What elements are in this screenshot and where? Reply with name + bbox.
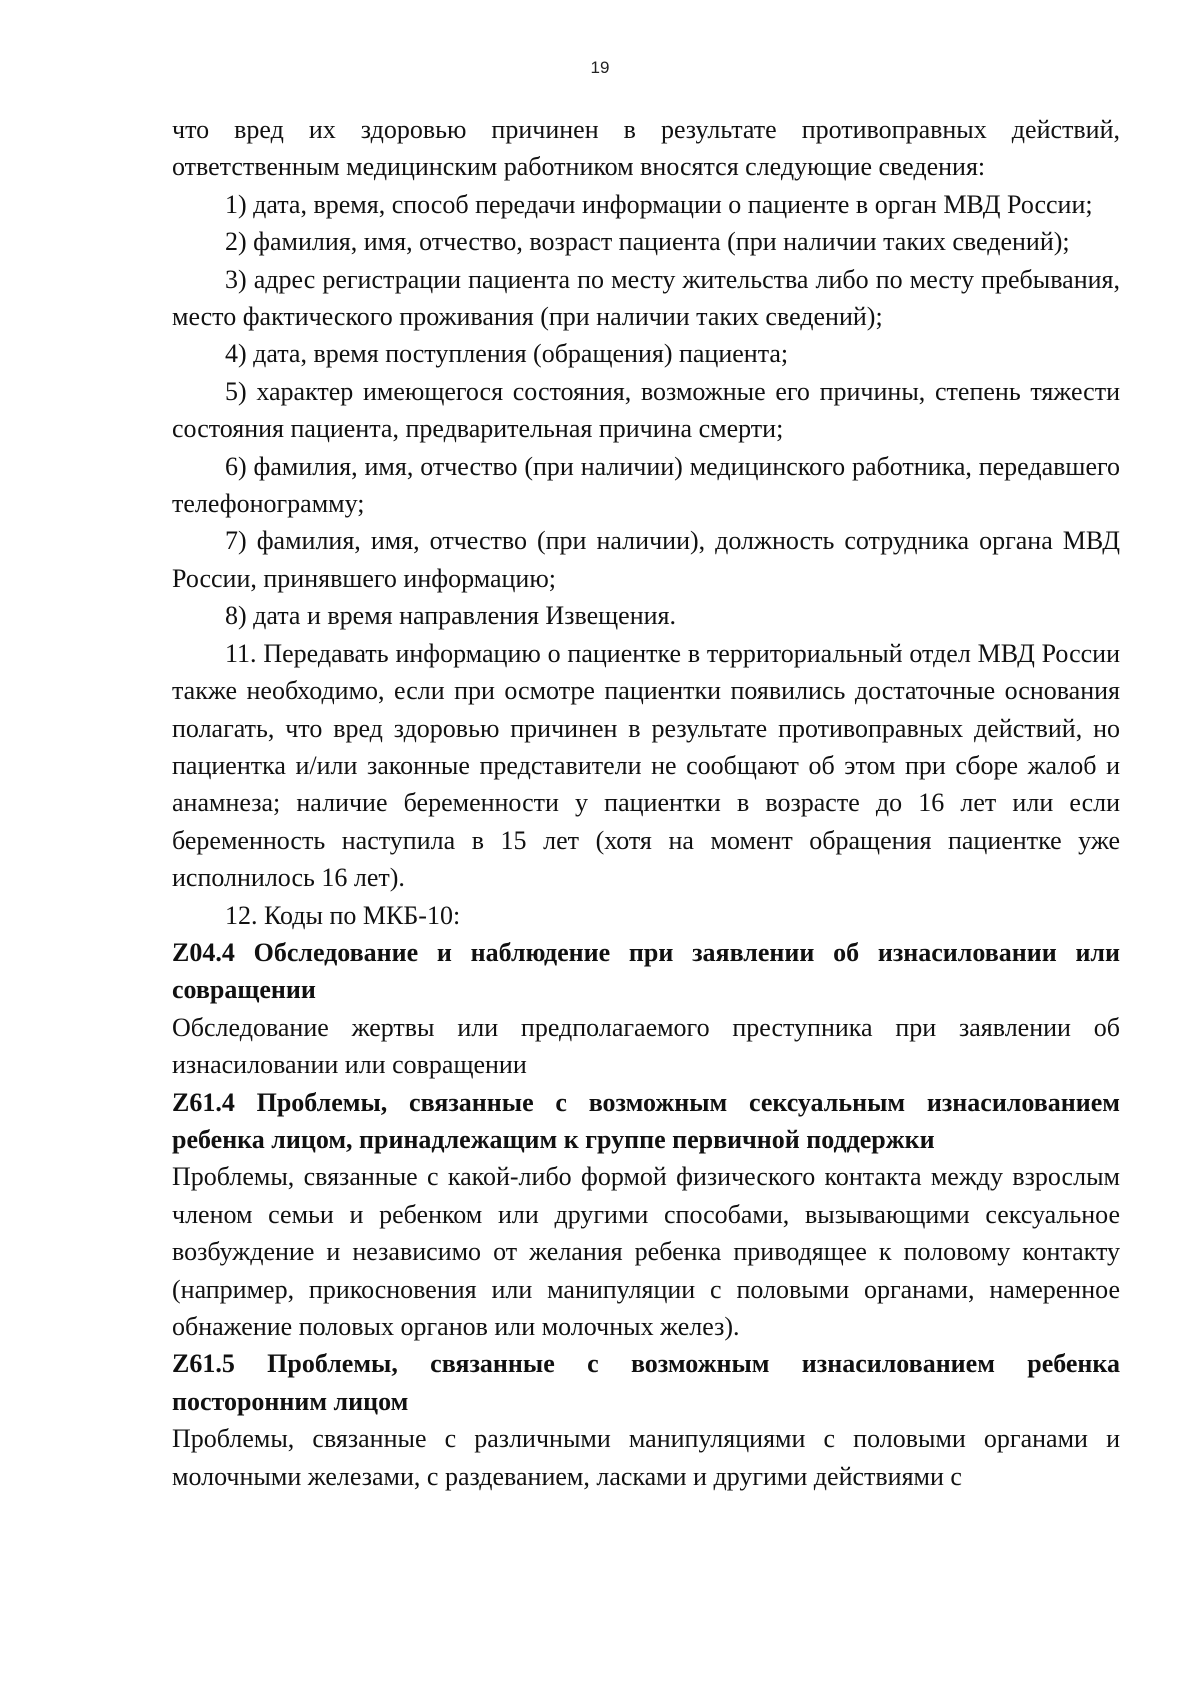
paragraph-intro: что вред их здоровью причинен в результате противоправных действий, ответственным медицинским работником вносятся следующие сведения: bbox=[172, 115, 1120, 182]
list-item-7: 7) фамилия, имя, отчество (при наличии), должность сотрудника органа МВД России, принявшего информацию; bbox=[172, 526, 1120, 593]
icd-heading-z61-4: Z61.4 Проблемы, связанные с возможным сексуальным изнасилованием ребенка лицом, принадлежащим к группе первичной поддержки bbox=[172, 1087, 1120, 1154]
document-body bbox=[172, 111, 1120, 1495]
list-item-4: 4) дата, время поступления (обращения) пациента; bbox=[225, 339, 789, 369]
clause-12: 12. Коды по МКБ-10: bbox=[225, 900, 461, 930]
list-item-3: 3) адрес регистрации пациента по месту жительства либо по месту пребывания, место фактического проживания (при наличии таких сведений); bbox=[172, 264, 1120, 332]
icd-description-z61-5: Проблемы, связанные с различными манипуляциями с половыми органами и молочными железами, с раздеванием, ласками и другими действиями с bbox=[172, 1424, 1120, 1491]
list-item-1: 1) дата, время, способ передачи информации о пациенте в орган МВД России; bbox=[225, 189, 1093, 219]
icd-description-z04-4: Обследование жертвы или предполагаемого преступника при заявлении об изнасиловании или совращении bbox=[172, 1012, 1120, 1080]
icd-heading-z04-4: Z04.4 Обследование и наблюдение при заявлении об изнасиловании или совращении bbox=[172, 937, 1120, 1005]
list-item-6: 6) фамилия, имя, отчество (при наличии) медицинского работника, передавшего телефонограмму; bbox=[172, 451, 1120, 519]
list-item-5: 5) характер имеющегося состояния, возможные его причины, степень тяжести состояния пациента, предварительная причина смерти; bbox=[172, 376, 1120, 444]
icd-description-z61-4: Проблемы, связанные с какой-либо формой физического контакта между взрослым членом семьи и ребенком или другими способами, вызывающими сексуальное возбуждение и независимо от желания ребенка приводящее к половому контакту (например, прикосновения или манипуляции с половыми органами, намеренное обнажение половых органов или молочных желез). bbox=[172, 1162, 1120, 1341]
icd-heading-z61-5: Z61.5 Проблемы, связанные с возможным изнасилованием ребенка посторонним лицом bbox=[172, 1349, 1120, 1416]
list-item-2: 2) фамилия, имя, отчество, возраст пациента (при наличии таких сведений); bbox=[225, 227, 1070, 257]
list-item-8: 8) дата и время направления Извещения. bbox=[225, 601, 676, 631]
clause-11: 11. Передавать информацию о пациентке в территориальный отдел МВД России также необходимо, если при осмотре пациентки появились достаточные основания полагать, что вред здоровью причинен в результате противоправных действий, но пациентка и/или законные представители не сообщают об этом при сборе жалоб и анамнеза; наличие беременности у пациентки в возрасте до 16 лет или если беременность наступила в 15 лет (хотя на момент обращения пациентке уже исполнилось 16 лет). bbox=[172, 638, 1120, 893]
page-number: 19 bbox=[590, 58, 610, 77]
